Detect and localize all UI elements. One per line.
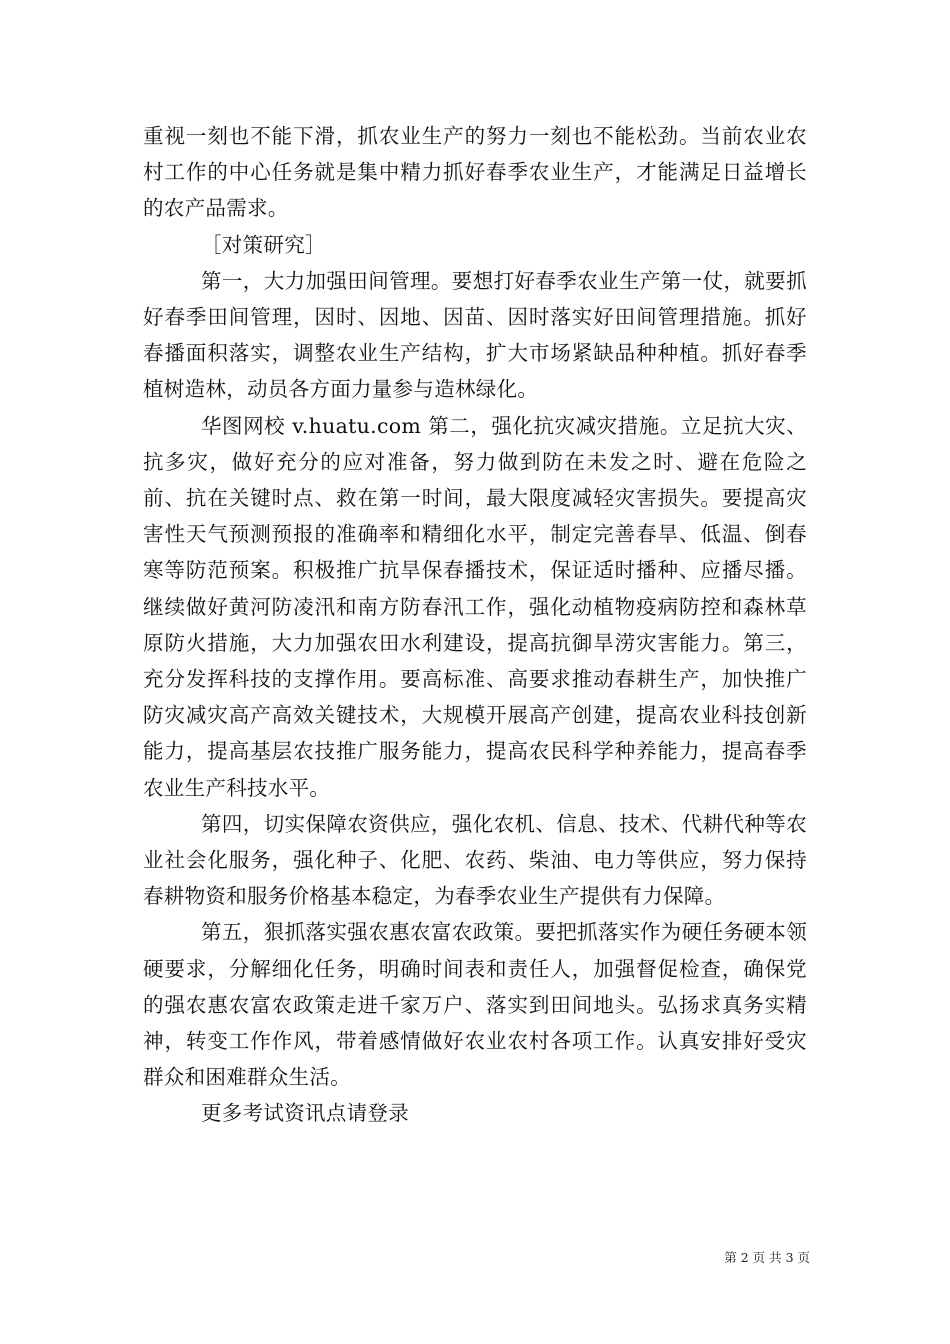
paragraph-second-third-measure: 华图网校 v.huatu.com 第二，强化抗灾减灾措施。立足抗大灾、抗多灾，做好充分的应对准备，努力做到防在未发之时、避在危险之前、抗在关键时点、救在第一时间，最大限度减轻灾害损失。要提高灾害性天气预测预报的准确率和精细化水平，制定完善春旱、低温、倒春寒等防范预案。积极推广抗旱保春播技术，保证适时播种、应播尽播。继续做好黄河防凌汛和南方防春汛工作，强化动植物疫病防控和森林草原防火措施，大力加强农田水利建设，提高抗御旱涝灾害能力。第三，充分发挥科技的支撑作用。要高标准、高要求推动春耕生产，加快推广防灾减灾高产高效关键技术，大规模开展高产创建，提高农业科技创新能力，提高基层农技推广服务能力，提高农民科学种养能力，提高春季农业生产科技水平。 — [143, 413, 807, 800]
section-heading-strategy: ［对策研究］ — [201, 232, 326, 257]
paragraph-more-info: 更多考试资讯点请登录 — [201, 1101, 409, 1126]
paragraph-first-measure: 第一，大力加强田间管理。要想打好春季农业生产第一仗，就要抓好春季田间管理，因时、因地、因苗、因时落实好田间管理措施。抓好春播面积落实，调整农业生产结构，扩大市场紧缺品种种植。抓好春季植树造林，动员各方面力量参与造林绿化。 — [143, 268, 807, 402]
paragraph-fifth-measure: 第五，狠抓落实强农惠农富农政策。要把抓落实作为硬任务硬本领硬要求，分解细化任务，明确时间表和责任人，加强督促检查，确保党的强农惠农富农政策走进千家万户、落实到田间地头。弘扬求真务实精神，转变工作作风，带着感情做好农业农村各项工作。认真安排好受灾群众和困难群众生活。 — [143, 920, 807, 1090]
paragraph-continuation: 重视一刻也不能下滑，抓农业生产的努力一刻也不能松劲。当前农业农村工作的中心任务就是集中精力抓好春季农业生产，才能满足日益增长的农产品需求。 — [143, 124, 807, 221]
paragraph-fourth-measure: 第四，切实保障农资供应，强化农机、信息、技术、代耕代种等农业社会化服务，强化种子、化肥、农药、柴油、电力等供应，努力保持春耕物资和服务价格基本稳定，为春季农业生产提供有力保障。 — [143, 811, 807, 909]
document-body — [143, 118, 807, 1132]
page-number-footer: 第 2 页 共 3 页 — [724, 1250, 810, 1265]
